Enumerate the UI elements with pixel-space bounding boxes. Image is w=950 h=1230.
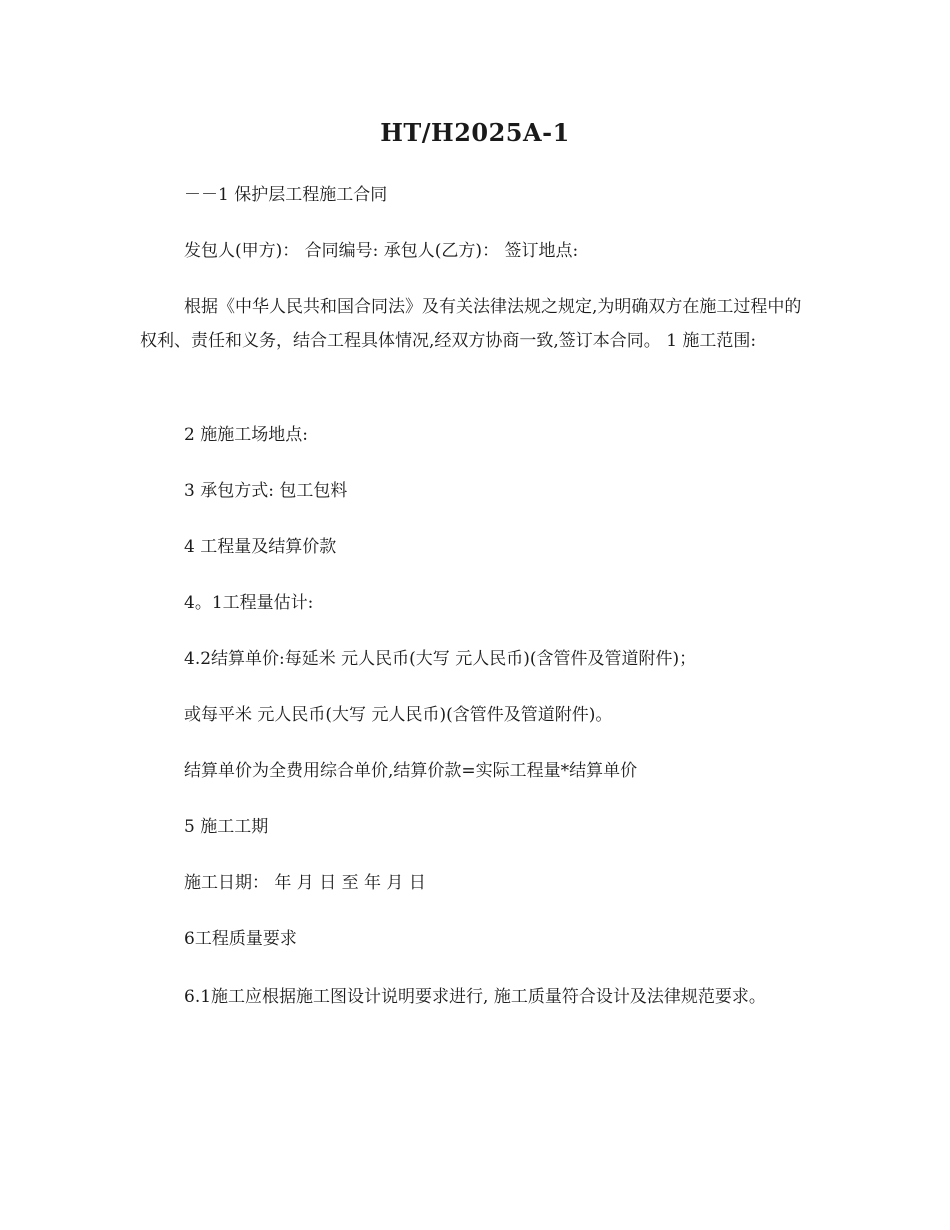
- section-4-heading: 4 工程量及结算价款: [184, 537, 337, 557]
- section-3-contract-mode: 3 承包方式: 包工包料: [184, 481, 348, 501]
- section-4-2-alt-price: 或每平米 元人民币(大写 元人民币)(含管件及管道附件)。: [184, 705, 613, 725]
- document-code: HT/H2025A-1: [380, 118, 570, 147]
- contract-subtitle: －－1 保护层工程施工合同: [184, 185, 388, 205]
- section-4-1-quantity: 4。1工程量估计:: [184, 593, 314, 613]
- preamble-paragraph: 根据《中华人民共和国合同法》及有关法律法规之规定,为明确双方在施工过程中的权利、责任和义务，结合工程具体情况,经双方协商一致,签订本合同。 1 施工范围:: [140, 297, 802, 351]
- section-5-heading: 5 施工工期: [184, 817, 269, 837]
- section-4-2-price-note: 结算单价为全费用综合单价,结算价款=实际工程量*结算单价: [184, 761, 638, 781]
- construction-dates: 施工日期： 年 月 日 至 年 月 日: [184, 873, 426, 893]
- section-6-heading: 6工程质量要求: [184, 929, 297, 949]
- parties-line: 发包人(甲方)： 合同编号: 承包人(乙方)： 签订地点:: [184, 241, 579, 261]
- section-4-2-unit-price: 4.2结算单价:每延米 元人民币(大写 元人民币)(含管件及管道附件)；: [184, 649, 697, 669]
- section-2-site: 2 施施工场地点:: [184, 425, 308, 445]
- section-6-1-quality: 6.1施工应根据施工图设计说明要求进行, 施工质量符合设计及法律规范要求。: [184, 987, 766, 1007]
